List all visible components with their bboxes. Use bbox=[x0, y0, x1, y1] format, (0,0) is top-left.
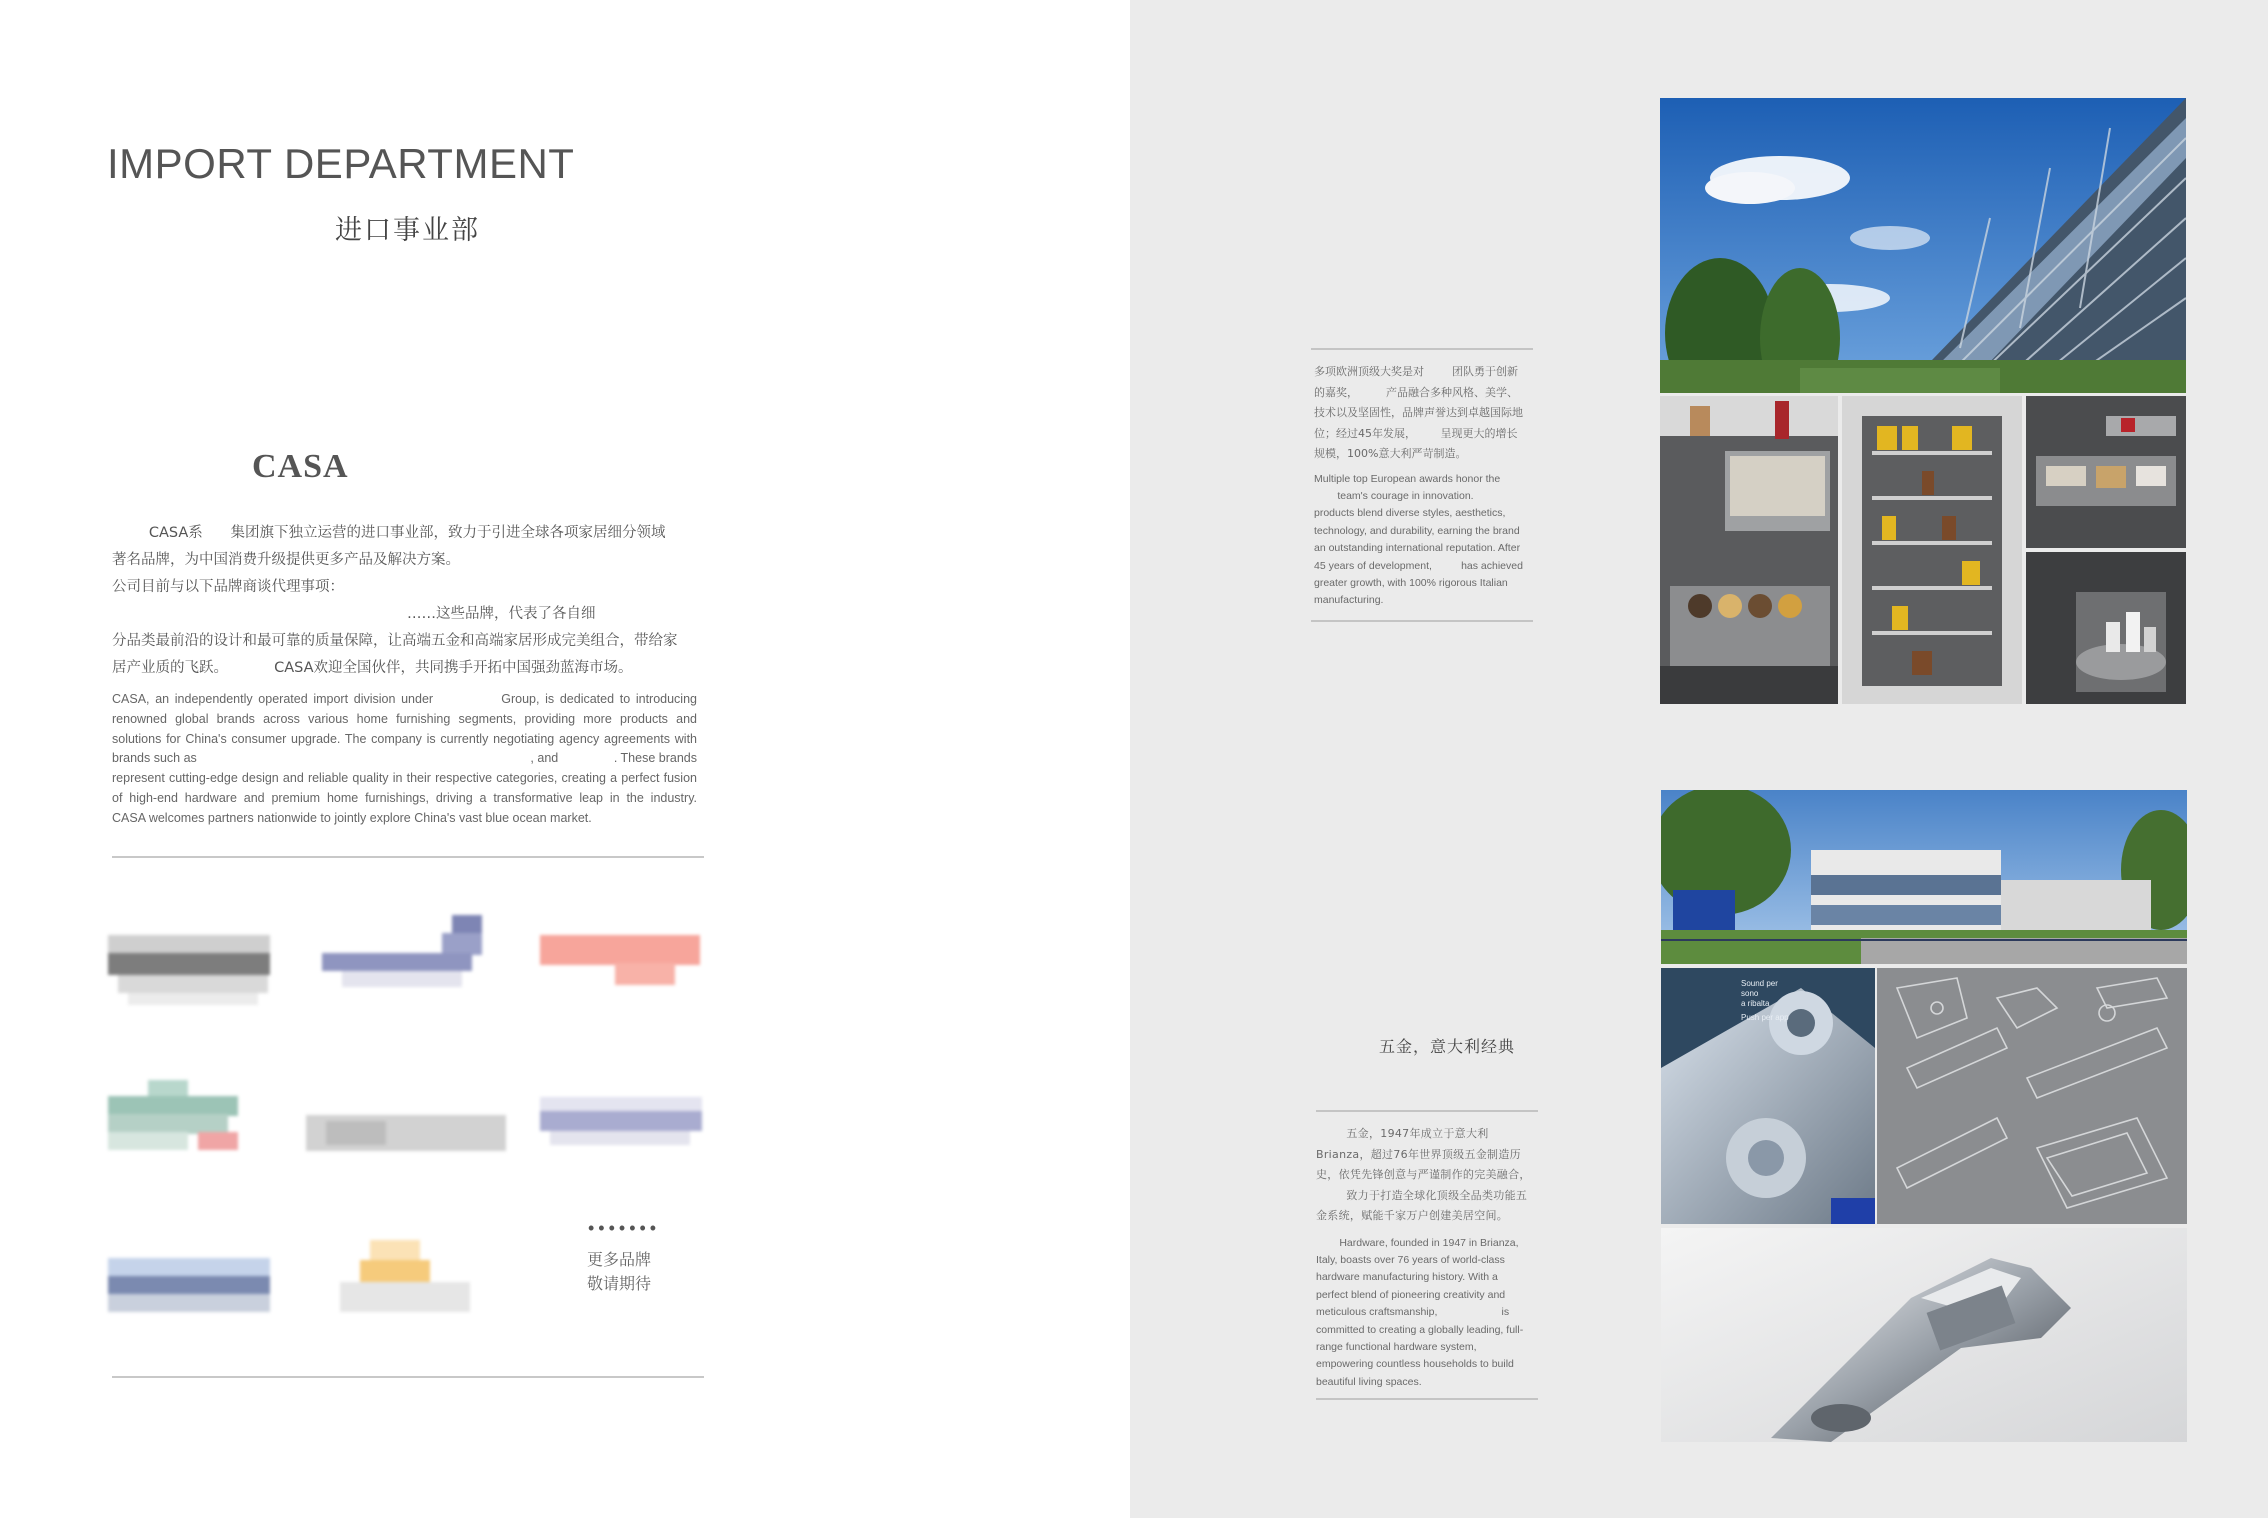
hardware-en-line: meticulous craftsmanship, is bbox=[1316, 1306, 1510, 1319]
hardware-en-line: Italy, boasts over 76 years of world-class bbox=[1316, 1253, 1505, 1266]
awards-cn-line: 技术以及坚固性，品牌声誉达到卓越国际地 bbox=[1314, 406, 1523, 419]
hardware-cn-line: 五金，1947年成立于意大利 bbox=[1316, 1127, 1489, 1140]
photo-caption-4: Push per app bbox=[1741, 1013, 1789, 1022]
kitchen-drawer-photo-1 bbox=[1660, 396, 1838, 704]
building-illustration bbox=[1660, 98, 2186, 393]
more-brands-text bbox=[587, 1248, 651, 1296]
hardware-cn-line: Brianza，超过76年世界顶级五金制造历 bbox=[1316, 1147, 1521, 1161]
hardware-en-line: empowering countless households to build bbox=[1316, 1358, 1514, 1371]
kitchen-pantry-photo bbox=[1842, 396, 2022, 704]
corner-drawer-illustration bbox=[2026, 552, 2186, 704]
divider-bottom bbox=[112, 1376, 704, 1378]
factory-illustration bbox=[1661, 790, 2187, 964]
hardware-section-title: 五金，意大利经典 bbox=[1379, 1037, 1516, 1056]
hinge-illustration bbox=[1661, 1228, 2187, 1442]
awards-cn-line: 多项欧洲顶级大奖是对 团队勇于创新 bbox=[1314, 365, 1518, 378]
brand-logo-2 bbox=[322, 915, 502, 990]
hardware-closeup-illustration bbox=[1661, 968, 1875, 1224]
brand-logo-7 bbox=[108, 1258, 270, 1314]
photo-caption-2: sono bbox=[1741, 989, 1759, 998]
awards-cn-line: 规模，100%意大利严苛制造。 bbox=[1314, 447, 1467, 460]
intro-cn-line: CASA系 集团旗下独立运营的进口事业部，致力于引进全球各项家居细分领域 bbox=[112, 525, 666, 541]
awards-en-line: greater growth, with 100% rigorous Italian bbox=[1314, 576, 1508, 589]
hardware-en-line: beautiful living spaces. bbox=[1316, 1375, 1422, 1388]
brand-logo-8 bbox=[340, 1240, 470, 1315]
more-brands-dots: ••••••• bbox=[588, 1218, 661, 1238]
awards-cn bbox=[1314, 362, 1530, 465]
building-photo bbox=[1660, 98, 2186, 393]
more-brands-line: 敬请期待 bbox=[587, 1274, 652, 1293]
hardware-rule-top bbox=[1316, 1110, 1538, 1112]
drawer-small-illustration bbox=[2026, 396, 2186, 548]
factory-photo bbox=[1661, 790, 2187, 964]
brand-logo-6 bbox=[540, 1097, 702, 1152]
awards-en bbox=[1314, 471, 1530, 610]
technical-drawing-photo bbox=[1877, 968, 2187, 1224]
photo-caption-3: a ribalta bbox=[1741, 999, 1770, 1008]
hinge-photo bbox=[1661, 1228, 2187, 1442]
awards-en-line: technology, and durability, earning the brand bbox=[1314, 524, 1520, 537]
brand-logo-4 bbox=[108, 1080, 248, 1152]
hardware-en-line: committed to creating a globally leading, full- bbox=[1316, 1323, 1524, 1336]
intro-cn-line: ……这些品牌，代表了各自细 bbox=[112, 606, 596, 622]
hardware-cn-line: 史，依凭先锋创意与严谨制作的完美融合， bbox=[1316, 1168, 1531, 1181]
awards-rule-bottom bbox=[1311, 620, 1533, 622]
awards-en-line: manufacturing. bbox=[1314, 594, 1384, 607]
awards-en-line: team's courage in innovation. bbox=[1314, 489, 1474, 502]
kitchen-drawer-photo-3 bbox=[2026, 552, 2186, 704]
hardware-cn bbox=[1316, 1124, 1536, 1227]
hardware-closeup-photo bbox=[1661, 968, 1875, 1224]
page-title-cn: 进口事业部 bbox=[335, 215, 480, 246]
intro-cn-paragraph bbox=[112, 520, 697, 682]
hardware-en-line: Hardware, founded in 1947 in Brianza, bbox=[1316, 1236, 1519, 1249]
drawer-illustration bbox=[1660, 396, 1838, 704]
awards-en-line: an outstanding international reputation. After bbox=[1314, 542, 1521, 555]
awards-cn-line: 的嘉奖， 产品融合多种风格、美学、 bbox=[1314, 385, 1518, 399]
divider-top bbox=[112, 856, 704, 858]
hardware-rule-bottom bbox=[1316, 1398, 1538, 1400]
awards-block bbox=[1314, 362, 1530, 610]
awards-en-line: Multiple top European awards honor the bbox=[1314, 472, 1501, 485]
hardware-cn-line: 金系统，赋能千家万户创建美居空间。 bbox=[1316, 1209, 1509, 1222]
hardware-en-line: range functional hardware system, bbox=[1316, 1340, 1477, 1353]
pantry-illustration bbox=[1842, 396, 2022, 704]
hardware-block bbox=[1316, 1124, 1536, 1391]
awards-cn-line: 位；经过45年发展， 呈现更大的增长 bbox=[1314, 426, 1518, 440]
kitchen-drawer-photo-2 bbox=[2026, 396, 2186, 548]
hardware-en-line: hardware manufacturing history. With a bbox=[1316, 1271, 1498, 1284]
page-title-en: IMPORT DEPARTMENT bbox=[107, 140, 575, 187]
hardware-en-line: perfect blend of pioneering creativity and bbox=[1316, 1288, 1506, 1301]
awards-en-line: products blend diverse styles, aesthetics, bbox=[1314, 507, 1506, 520]
hardware-cn-line: 致力于打造全球化顶级全品类功能五 bbox=[1316, 1188, 1528, 1202]
left-page bbox=[0, 0, 1130, 1518]
intro-en-paragraph: CASA, an independently operated import division under Group, is dedicated to introducing renowned global brands across various home furnishing segments, providing more products and solutions for China's consumer upgrade. The company is currently negotiating agency agreements with brands such as , and . These brands represent cutting-edge design and reliable quality in their respective categories, creating a perfect fusion of high-end hardware and premium home furnishings, driving a transformative leap in the industry. CASA welcomes partners nationwide to jointly explore China's vast blue ocean market. bbox=[112, 692, 732, 825]
awards-en-line: 45 years of development, has achieved bbox=[1314, 559, 1523, 572]
more-brands-line: 更多品牌 bbox=[587, 1250, 652, 1269]
technical-drawing-illustration bbox=[1877, 968, 2187, 1224]
brand-logo-3 bbox=[540, 935, 700, 990]
intro-cn-line: 分品类最前沿的设计和最可靠的质量保障，让高端五金和高端家居形成完美组合，带给家 bbox=[112, 633, 678, 649]
awards-rule-top bbox=[1311, 348, 1533, 350]
brand-heading: CASA bbox=[252, 448, 349, 485]
hardware-en bbox=[1316, 1235, 1536, 1392]
intro-cn-line: 公司目前与以下品牌商谈代理事项： bbox=[112, 579, 344, 595]
brand-logo-1 bbox=[108, 935, 270, 1007]
photo-caption-1: Sound per bbox=[1741, 979, 1778, 988]
intro-cn-line: 居产业质的飞跃。 CASA欢迎全国伙伴，共同携手开拓中国强劲蓝海市场。 bbox=[112, 660, 633, 676]
brand-logo-5 bbox=[306, 1115, 506, 1155]
intro-cn-line: 著名品牌，为中国消费升级提供更多产品及解决方案。 bbox=[112, 552, 460, 568]
right-page bbox=[1130, 0, 2268, 1518]
